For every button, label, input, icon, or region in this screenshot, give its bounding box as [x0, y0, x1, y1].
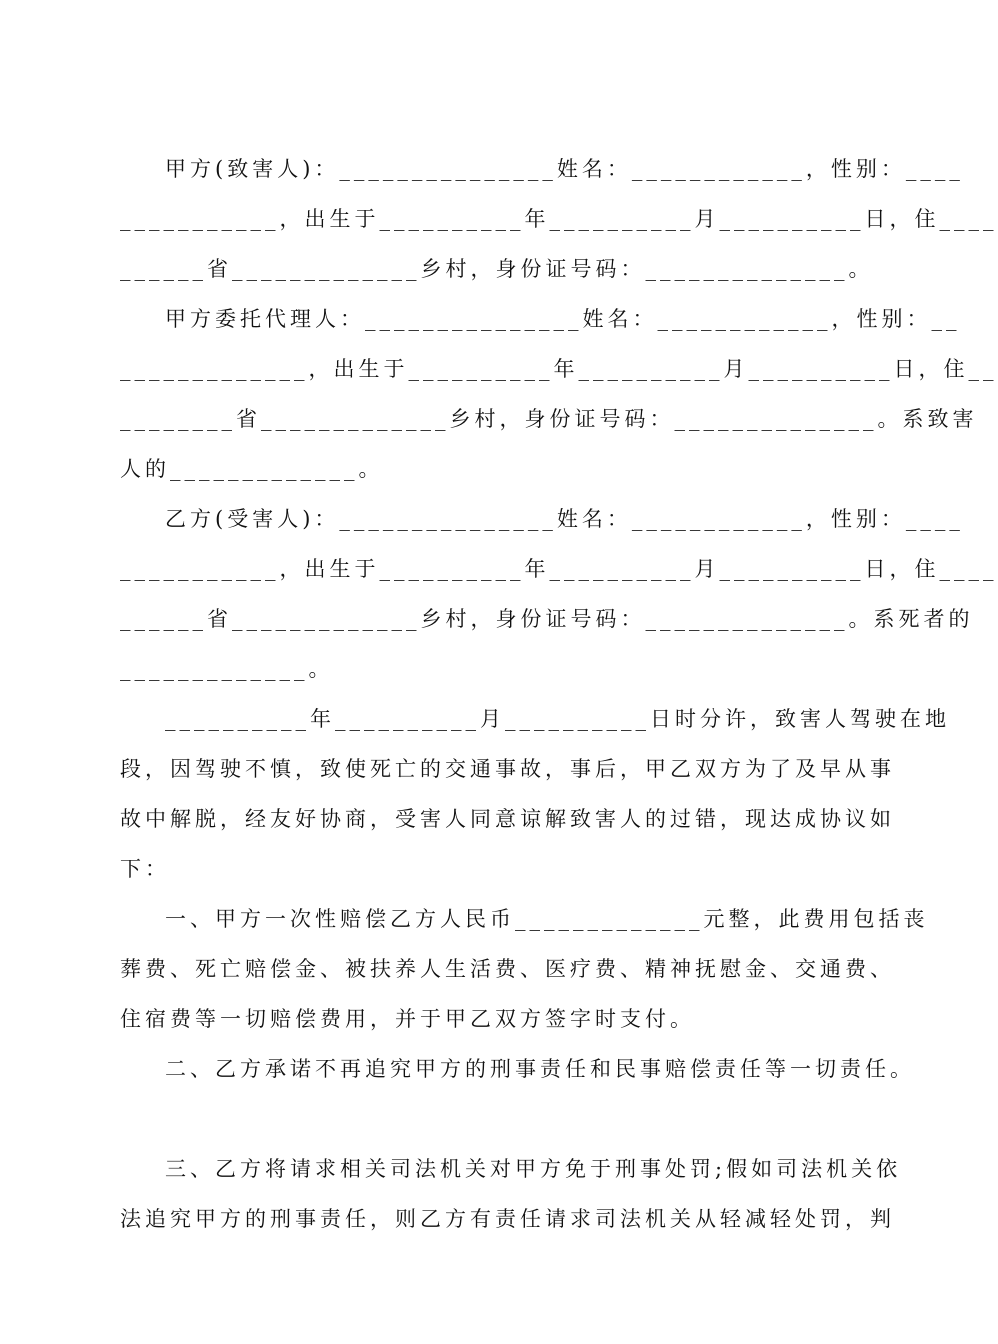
party-b-line-3: ______省_____________乡村，身份证号码：______________。系死者的 — [120, 607, 974, 631]
agent-line-3: ________省_____________乡村，身份证号码：______________。系致害 — [120, 407, 978, 431]
clause-3-line-1: 三、乙方将请求相关司法机关对甲方免于刑事处罚;假如司法机关依 — [165, 1157, 902, 1181]
agent-line-4: 人的_____________。 — [120, 457, 384, 481]
clause-1-line-3: 住宿费等一切赔偿费用，并于甲乙双方签字时支付。 — [120, 1007, 695, 1031]
party-b-line-4: _____________。 — [120, 657, 334, 681]
party-b-line-2: ___________，出生于__________年__________月__________日，住____ — [120, 557, 998, 581]
clause-1-line-2: 葬费、死亡赔偿金、被扶养人生活费、医疗费、精神抚慰金、交通费、 — [120, 957, 895, 981]
incident-line-2: 段，因驾驶不慎，致使死亡的交通事故，事后，甲乙双方为了及早从事 — [120, 757, 895, 781]
incident-line-1: __________年__________月__________日时分许，致害人驾驶在地 — [165, 707, 950, 731]
incident-line-3: 故中解脱，经友好协商，受害人同意谅解致害人的过错，现达成协议如 — [120, 807, 895, 831]
agent-line-1: 甲方委托代理人：_______________姓名：____________，性别：__ — [165, 307, 961, 331]
clause-1-line-1: 一、甲方一次性赔偿乙方人民币_____________元整，此费用包括丧 — [165, 907, 929, 931]
incident-line-4: 下： — [120, 857, 170, 881]
clause-2-line-1: 二、乙方承诺不再追究甲方的刑事责任和民事赔偿责任等一切责任。 — [165, 1057, 915, 1081]
agent-line-2: _____________，出生于__________年__________月__________日，住__ — [120, 357, 998, 381]
party-a-line-2: ___________，出生于__________年__________月__________日，住____ — [120, 207, 998, 231]
party-b-line-1: 乙方(受害人)：_______________姓名：____________，性别：____ — [165, 507, 964, 531]
clause-3-line-2: 法追究甲方的刑事责任，则乙方有责任请求司法机关从轻减轻处罚，判 — [120, 1207, 895, 1231]
party-a-line-1: 甲方(致害人)：_______________姓名：____________，性别：____ — [165, 157, 964, 181]
party-a-line-3: ______省_____________乡村，身份证号码：______________。 — [120, 257, 874, 281]
